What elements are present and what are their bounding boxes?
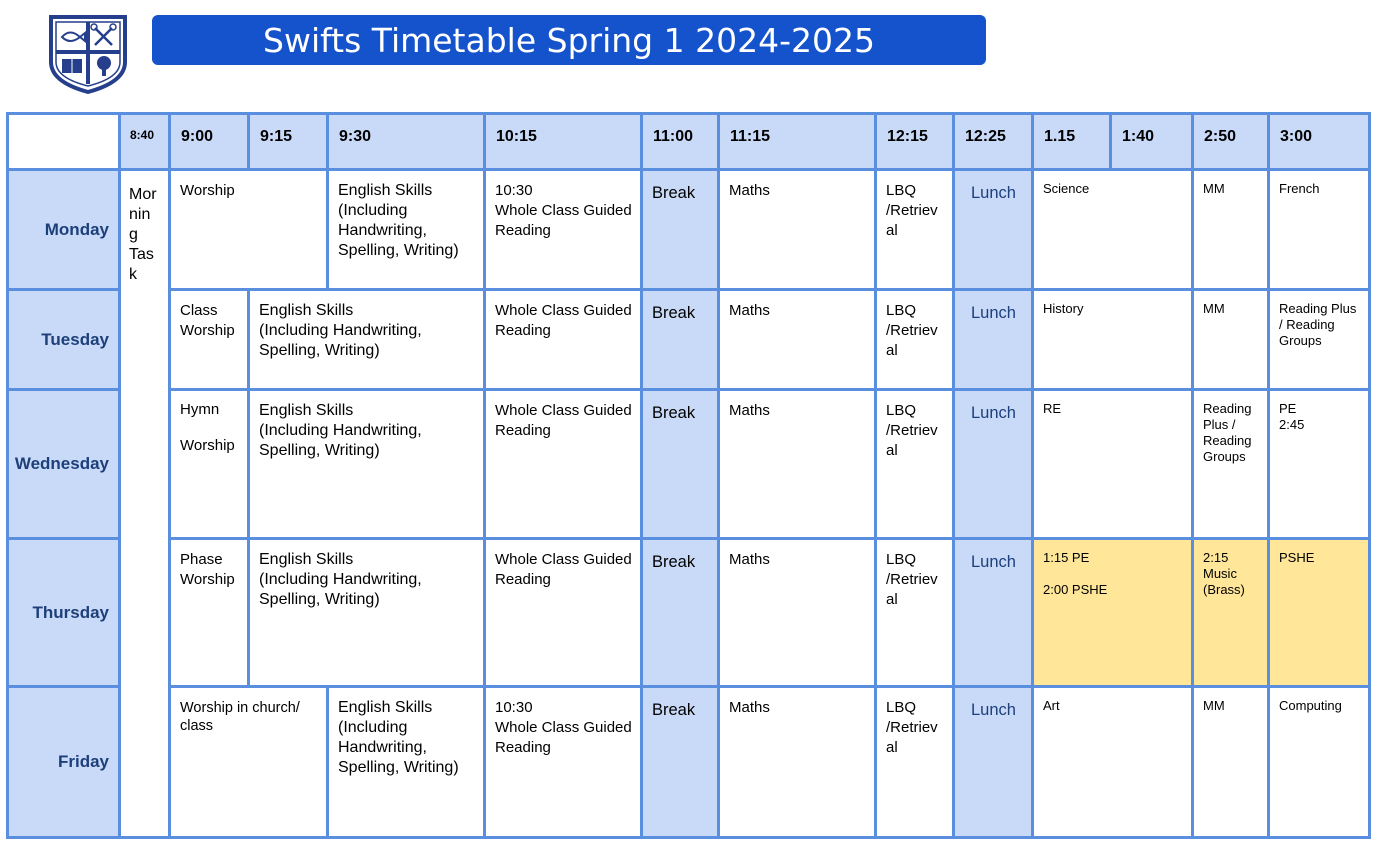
friday-maths: Maths (720, 688, 874, 836)
time-header: 3:00 (1270, 115, 1368, 168)
monday-english: English Skills (Including Handwriting, Spelling, Writing) (329, 171, 483, 288)
time-header: 1:40 (1112, 115, 1191, 168)
thursday-reading: Whole Class Guided Reading (486, 540, 640, 685)
friday-reading: 10:30 Whole Class Guided Reading (486, 688, 640, 836)
day-label-tuesday: Tuesday (9, 291, 118, 388)
thursday-lbq: LBQ /Retriev al (877, 540, 952, 685)
time-header: 10:15 (486, 115, 640, 168)
monday-lunch: Lunch (955, 171, 1031, 288)
wednesday-maths: Maths (720, 391, 874, 537)
timetable-grid (6, 112, 1371, 839)
morning-task-cell: Mor nin g Tas k (121, 171, 168, 836)
monday-afternoon-3: French (1270, 171, 1368, 288)
time-header: 11:15 (720, 115, 874, 168)
wednesday-english: English Skills (Including Handwriting, Spelling, Writing) (250, 391, 483, 537)
time-header: 2:50 (1194, 115, 1267, 168)
monday-afternoon-1: Science (1034, 171, 1191, 288)
friday-lunch: Lunch (955, 688, 1031, 836)
day-label-friday: Friday (9, 688, 118, 836)
tuesday-lbq: LBQ /Retriev al (877, 291, 952, 388)
tuesday-afternoon-2: MM (1194, 291, 1267, 388)
tuesday-afternoon-1: History (1034, 291, 1191, 388)
time-header: 8:40 (121, 115, 168, 168)
friday-lbq: LBQ /Retriev al (877, 688, 952, 836)
school-crest-icon (48, 14, 128, 94)
day-label-wednesday: Wednesday (9, 391, 118, 537)
monday-afternoon-2: MM (1194, 171, 1267, 288)
thursday-worship: Phase Worship (171, 540, 247, 685)
thursday-maths: Maths (720, 540, 874, 685)
thursday-afternoon-2: 2:15 Music (Brass) (1194, 540, 1267, 685)
time-header: 1.15 (1034, 115, 1109, 168)
monday-break: Break (643, 171, 717, 288)
friday-afternoon-3: Computing (1270, 688, 1368, 836)
friday-afternoon-1: Art (1034, 688, 1191, 836)
wednesday-reading: Whole Class Guided Reading (486, 391, 640, 537)
time-header: 12:15 (877, 115, 952, 168)
thursday-afternoon-3: PSHE (1270, 540, 1368, 685)
time-header: 11:00 (643, 115, 717, 168)
time-header: 12:25 (955, 115, 1031, 168)
friday-worship: Worship in church/ class (171, 688, 326, 836)
time-header: 9:00 (171, 115, 247, 168)
tuesday-maths: Maths (720, 291, 874, 388)
thursday-lunch: Lunch (955, 540, 1031, 685)
tuesday-lunch: Lunch (955, 291, 1031, 388)
tuesday-worship: Class Worship (171, 291, 247, 388)
day-label-thursday: Thursday (9, 540, 118, 685)
wednesday-break: Break (643, 391, 717, 537)
wednesday-worship: Hymn Worship (171, 391, 247, 537)
wednesday-lunch: Lunch (955, 391, 1031, 537)
thursday-afternoon-1: 1:15 PE 2:00 PSHE (1034, 540, 1191, 685)
monday-reading: 10:30 Whole Class Guided Reading (486, 171, 640, 288)
wednesday-afternoon-2: Reading Plus / Reading Groups (1194, 391, 1267, 537)
monday-worship: Worship (171, 171, 326, 288)
corner-cell (9, 115, 118, 168)
wednesday-afternoon-1: RE (1034, 391, 1191, 537)
time-header: 9:15 (250, 115, 326, 168)
monday-lbq: LBQ /Retriev al (877, 171, 952, 288)
page-title: Swifts Timetable Spring 1 2024-2025 (152, 15, 986, 65)
thursday-english: English Skills (Including Handwriting, Spelling, Writing) (250, 540, 483, 685)
friday-break: Break (643, 688, 717, 836)
tuesday-afternoon-3: Reading Plus / Reading Groups (1270, 291, 1368, 388)
monday-maths: Maths (720, 171, 874, 288)
tuesday-reading: Whole Class Guided Reading (486, 291, 640, 388)
time-header: 9:30 (329, 115, 483, 168)
wednesday-lbq: LBQ /Retriev al (877, 391, 952, 537)
tuesday-break: Break (643, 291, 717, 388)
friday-english: English Skills (Including Handwriting, Spelling, Writing) (329, 688, 483, 836)
wednesday-afternoon-3: PE 2:45 (1270, 391, 1368, 537)
day-label-monday: Monday (9, 171, 118, 288)
thursday-break: Break (643, 540, 717, 685)
tuesday-english: English Skills (Including Handwriting, Spelling, Writing) (250, 291, 483, 388)
friday-afternoon-2: MM (1194, 688, 1267, 836)
